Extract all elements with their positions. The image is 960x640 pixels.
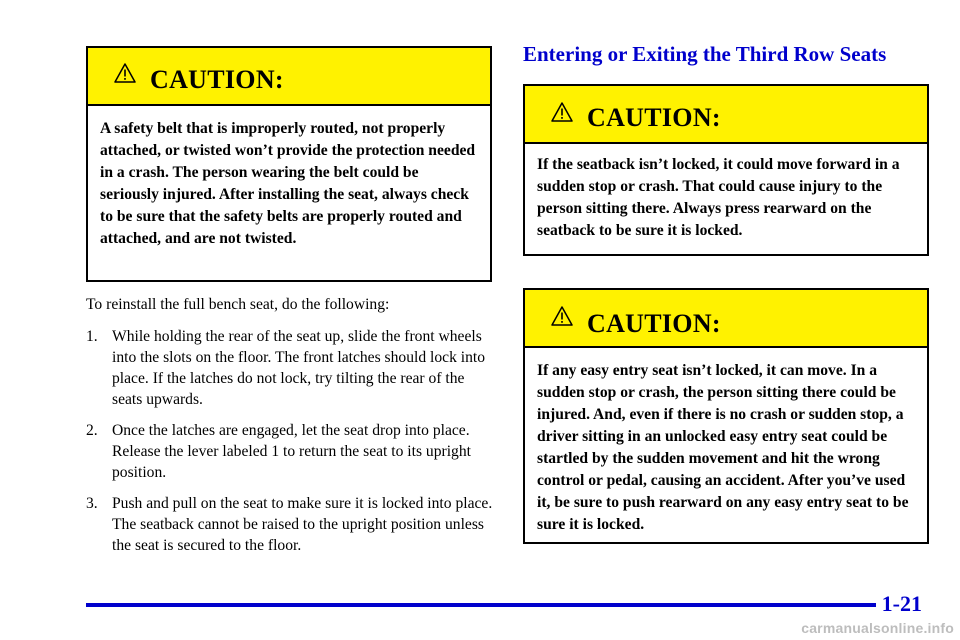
warning-triangle-icon xyxy=(551,306,573,326)
step-number: 2. xyxy=(86,422,98,439)
step-item xyxy=(86,493,496,556)
step-text: Once the latches are engaged, let the seat drop into place. Release the lever labeled 1 to return the seat to its upright position. xyxy=(112,422,471,481)
step-text: Push and pull on the seat to make sure it is locked into place. The seatback cannot be raised to the upright position unless the seat is secured to the floor. xyxy=(112,495,493,554)
section-heading: Entering or Exiting the Third Row Seats xyxy=(523,42,887,66)
caution-title: CAUTION: xyxy=(587,103,721,132)
warning-triangle-icon xyxy=(551,102,573,122)
step-item xyxy=(86,420,496,483)
left-caution-header xyxy=(88,48,490,106)
right-caution-box-2 xyxy=(523,288,929,544)
left-caution-box xyxy=(86,46,492,282)
intro-text: To reinstall the full bench seat, do the following: xyxy=(86,296,390,313)
step-number: 1. xyxy=(86,328,98,345)
watermark: carmanualsonline.info xyxy=(801,620,954,636)
warning-triangle-icon xyxy=(114,63,136,83)
caution-text: If the seatback isn’t locked, it could move forward in a sudden stop or crash. That could cause injury to the person sitting there. Always press rearward on the seatback to be sure it is locked. xyxy=(537,156,900,239)
caution-title: CAUTION: xyxy=(587,309,721,338)
caution-text: A safety belt that is improperly routed, not properly attached, or twisted won’t provide the protection needed in a crash. The person wearing the belt could be seriously injured. After installing the seat, always check to be sure that the safety belts are properly routed and attached, and are not twisted. xyxy=(100,120,476,247)
caution-body xyxy=(88,106,490,250)
right-caution-box-1 xyxy=(523,84,929,256)
step-item xyxy=(86,326,496,410)
footer-rule xyxy=(86,603,876,607)
right-caution-1-header xyxy=(525,86,927,144)
caution-body xyxy=(525,144,927,242)
right-caution-2-header xyxy=(525,290,927,348)
caution-text: If any easy entry seat isn’t locked, it can move. In a sudden stop or crash, the person sitting there could be injured. And, even if there is no crash or sudden stop, a driver sitting in an unlocked easy entry seat could be startled by the sudden movement and hit the wrong control or pedal, causing an accident. After you’ve used it, be sure to push rearward on any easy entry seat to be sure it is locked. xyxy=(537,362,909,533)
caution-body xyxy=(525,348,927,536)
page-number: 1-21 xyxy=(881,591,922,616)
step-number: 3. xyxy=(86,495,98,512)
steps-list xyxy=(86,326,496,566)
caution-title: CAUTION: xyxy=(150,65,284,94)
step-text: While holding the rear of the seat up, slide the front wheels into the slots on the floor. The front latches should lock into place. If the latches do not lock, try tilting the rear of the seats upwards. xyxy=(112,328,486,408)
